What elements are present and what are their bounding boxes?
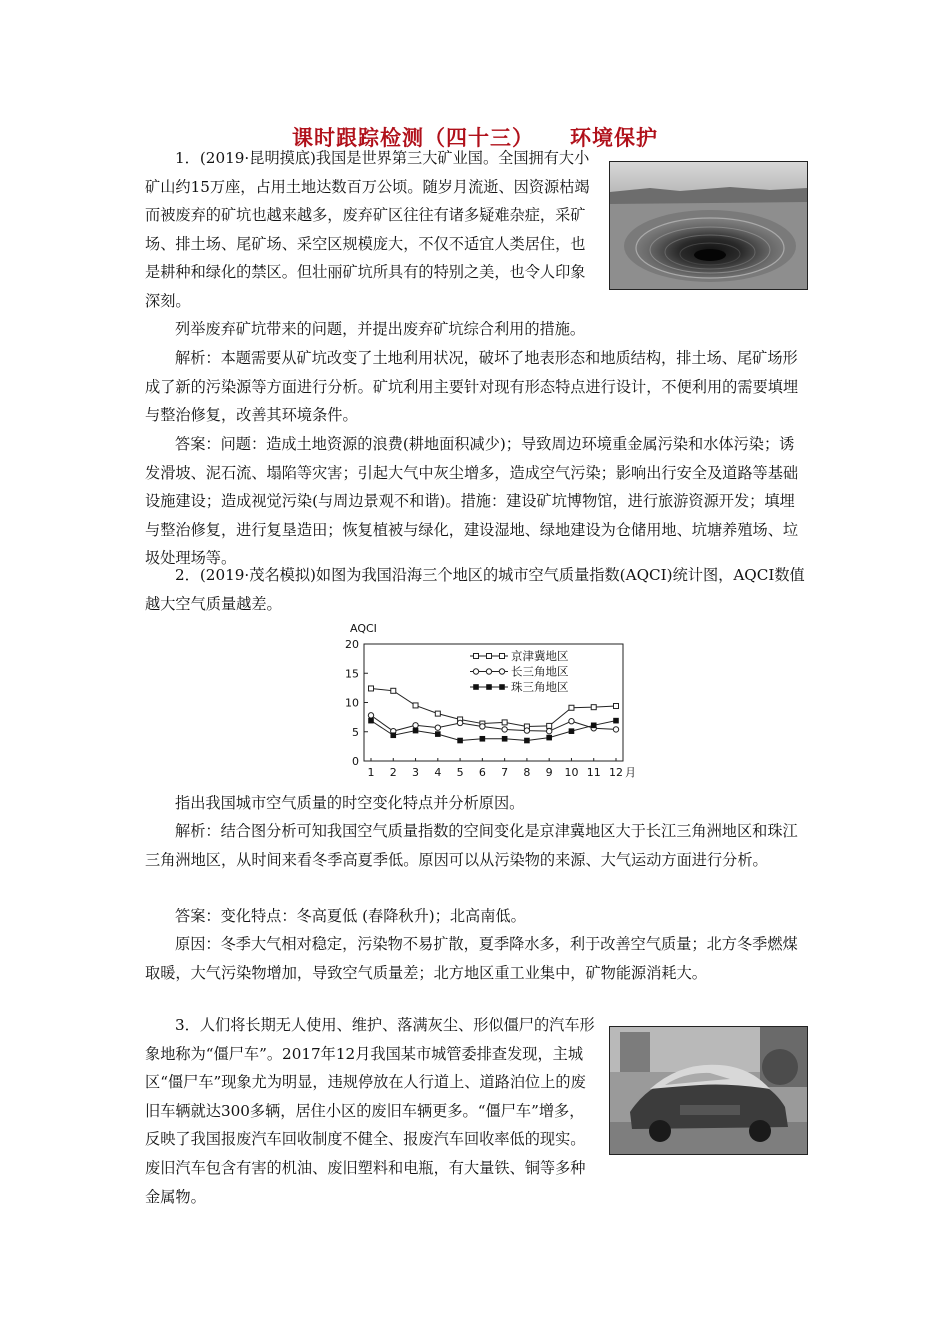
x-tick-label: 9 (545, 766, 553, 779)
data-point (486, 669, 491, 674)
data-point (502, 727, 507, 732)
data-point (369, 686, 374, 691)
data-point (487, 654, 492, 659)
q1-analysis: 解析：本题需要从矿坑改变了土地利用状况，破坏了地表形态和地质结构，排土场、尾矿场形成了新的污染源等方面进行分析。矿坑利用主要针对现有形态特点进行设计，不便利用的需要填埋与整治修复，改善其环境条件。 (145, 349, 799, 425)
data-point (569, 728, 575, 734)
legend-label: 珠三角地区 (511, 680, 569, 694)
data-point (457, 720, 462, 725)
x-tick-label: 6 (478, 766, 486, 779)
data-point (613, 718, 619, 724)
data-point (502, 736, 508, 742)
data-point (500, 654, 505, 659)
series-line-1 (371, 688, 616, 726)
x-tick-label: 7 (501, 766, 509, 779)
legend-label: 长三角地区 (511, 664, 569, 679)
data-point (524, 738, 530, 744)
x-tick-label: 4 (434, 766, 442, 779)
q3-stem: 3．人们将长期无人使用、维护、落满灰尘、形似僵尸的汽车形象地称为“僵尸车”。2017年12月我国某市城管委排查发现，主城区“僵尸车”现象尤为明显，违规停放在人行道上、道路泊位上的废旧车辆就达300多辆，居住小区的废旧车辆更多。“僵尸车”增多，反映了我国报废汽车回收制度不健全、报废汽车回收率低的现实。废旧汽车包含有害的机油、废旧塑料和电瓶，有大量铁、铜等多种金属物。 (145, 1016, 595, 1206)
data-point (480, 724, 485, 729)
data-point (457, 738, 463, 744)
q2-answer: 答案：变化特点：冬高夏低 (春降秋升)；北高南低。 (175, 907, 526, 925)
open-pit-mine-photo (609, 161, 808, 290)
data-point (499, 669, 504, 674)
q1-answer: 答案：问题：造成土地资源的浪费(耕地面积减少)；导致周边环境重金属污染和水体污染；诱发滑坡、泥石流、塌陷等灾害；引起大气中灰尘增多，造成空气污染；影响出行安全及道路等基础设施建设；造成视觉污染(与周边景观不和谐)。措施：建设矿坑博物馆，进行旅游资源开发；填埋与整治修复，进行复垦造田；恢复植被与绿化，建设湿地、绿地建设为仓储用地、坑塘养殖场、垃圾处理场等。 (145, 435, 799, 568)
q2-task: 指出我国城市空气质量的时空变化特点并分析原因。 (175, 794, 525, 812)
data-point (435, 711, 440, 716)
data-point (473, 669, 478, 674)
q2-stem: 2．(2019·茂名模拟)如图为我国沿海三个地区的城市空气质量指数(AQCI)统计图，AQCI数值越大空气质量越差。 (145, 566, 805, 613)
data-point (591, 705, 596, 710)
q2-reason: 原因：冬季大气相对稳定，污染物不易扩散，夏季降水多，利于改善空气质量；北方冬季燃煤取暖，大气污染物增加，导致空气质量差；北方地区重工业集中，矿物能源消耗大。 (145, 935, 798, 982)
title-sub: 环境保护 (570, 126, 658, 150)
data-point (569, 719, 574, 724)
data-point (390, 732, 396, 738)
zombie-car-photo (609, 1026, 808, 1155)
data-point (614, 704, 619, 709)
data-point (502, 720, 507, 725)
y-tick-label: 5 (352, 725, 359, 739)
data-point (591, 723, 597, 729)
data-point (368, 718, 374, 724)
q2-analysis: 解析：结合图分析可知我国空气质量指数的空间变化是京津冀地区大于长江三角洲地区和珠江三角洲地区，从时间来看冬季高夏季低。原因可以从污染物的来源、大气运动方面进行分析。 (145, 822, 798, 869)
y-tick-label: 10 (345, 696, 359, 710)
x-tick-label: 2 (389, 766, 397, 779)
data-point (569, 705, 574, 710)
data-point (546, 735, 552, 741)
x-tick-label: 10 (564, 766, 579, 779)
data-point (613, 727, 618, 732)
aqci-line-chart (336, 618, 636, 784)
data-point (546, 728, 551, 733)
data-point (435, 731, 441, 737)
data-point (413, 703, 418, 708)
y-tick-label: 15 (345, 667, 359, 681)
q1-stem: 1．(2019·昆明摸底)我国是世界第三大矿业国。全国拥有大小矿山约15万座，占用土地达数百万公顷。随岁月流逝、因资源枯竭而被废弃的矿坑也越来越多，废弃矿区往往有诸多疑难杂症，采矿场、排土场、尾矿场、采空区规模庞大，不仅不适宜人类居住，也是耕种和绿化的禁区。但壮丽矿坑所具有的特别之美，也令人印象深刻。 (145, 149, 590, 310)
y-axis-label: AQCI (350, 622, 377, 635)
y-tick-label: 0 (352, 755, 359, 768)
data-point (413, 728, 419, 734)
data-point (391, 688, 396, 693)
data-point (547, 723, 552, 728)
plot-frame (364, 644, 623, 761)
data-point (368, 713, 373, 718)
data-point (480, 736, 486, 742)
x-tick-label: 3 (412, 766, 420, 779)
x-tick-label: 11 (586, 766, 601, 779)
x-axis-unit: 月 (625, 766, 636, 779)
y-tick-label: 20 (345, 638, 359, 651)
data-point (474, 654, 479, 659)
data-point (473, 684, 479, 690)
title-main: 课时跟踪检测（四十三） (292, 126, 534, 150)
legend-label: 京津冀地区 (511, 649, 569, 663)
x-tick-label: 12 (609, 766, 623, 779)
data-point (486, 684, 492, 690)
x-tick-label: 1 (367, 766, 375, 779)
data-point (499, 684, 505, 690)
x-tick-label: 5 (456, 766, 464, 779)
x-tick-label: 8 (523, 766, 531, 779)
data-point (413, 723, 418, 728)
q1-task: 列举废弃矿坑带来的问题，并提出废弃矿坑综合利用的措施。 (175, 320, 586, 338)
data-point (435, 725, 440, 730)
data-point (524, 728, 529, 733)
